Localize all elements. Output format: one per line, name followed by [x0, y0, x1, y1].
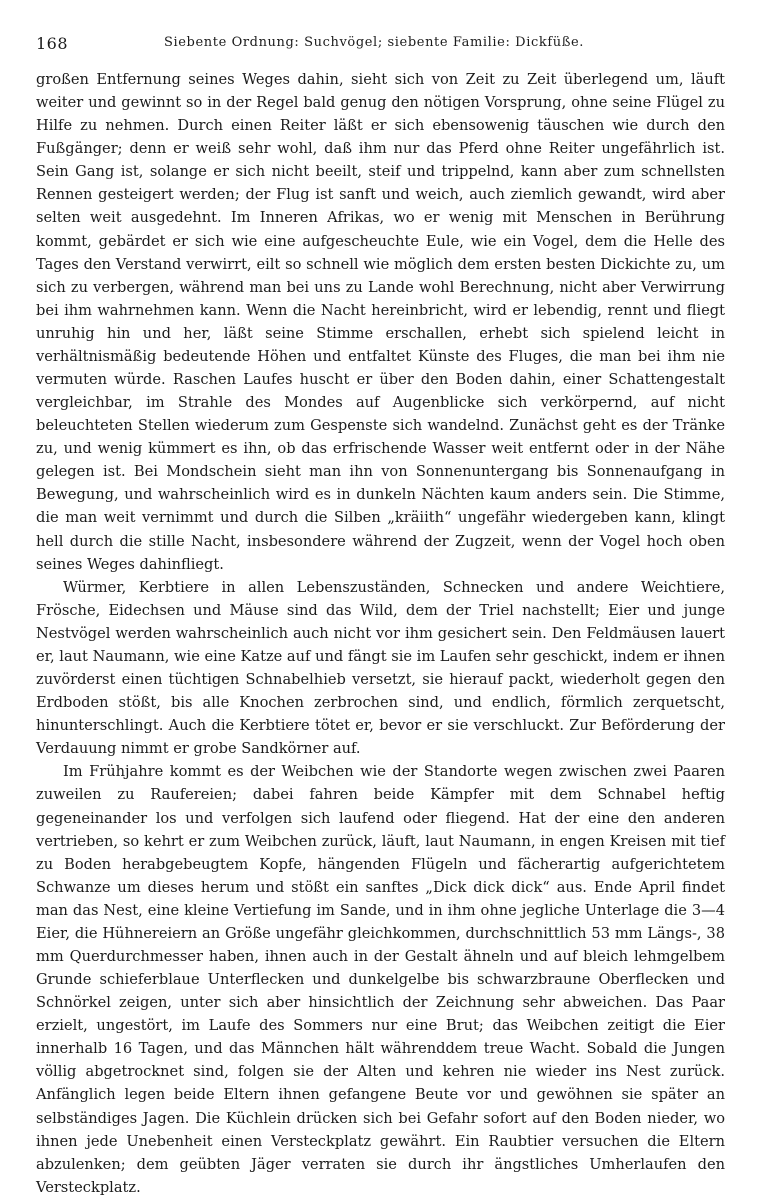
paragraph-breeding: Im Frühjahre kommt es der Weibchen wie der Standorte wegen zwischen zwei Paaren zuweilen zu Raufereien; dabei fahren beide Kämpfer mit dem Schnabel heftig gegeneinander los und verfolgen sich laufend oder fliegend. Hat der eine den anderen vertrieben, so kehrt er zum Weibchen zurück, läuft, laut Naumann, in engen Kreisen mit tief zu Boden herabgebeugtem Kopfe, hängenden Flügeln und fächerartig aufgerichtetem Schwanze um dieses herum und stößt ein sanftes „Dick dick dick“ aus. Ende April findet man das Nest, eine kleine Vertiefung im Sande, und in ihm ohne jegliche Unterlage die 3—4 Eier, die Hühnereiern an Größe ungefähr gleichkommen, durchschnittlich 53 mm Längs-, 38 mm Querdurchmesser haben, ihnen auch in der Gestalt ähneln und auf bleich lehmgelbem Grunde schieferblaue Unterflecken und dunkelgelbe bis schwarzbraune Oberflecken und Schnörkel zeigen, unter sich aber hinsichtlich der Zeichnung sehr abweichen. Das Paar erzielt, ungestört, im Laufe des Sommers nur eine Brut; das Weibchen zeitigt die Eier innerhalb 16 Tagen, und das Männchen hält währenddem treue Wacht. Sobald die Jungen völlig abgetrocknet sind, folgen sie der Alten und kehren nie wieder ins Nest zurück. Anfänglich legen beide Eltern ihnen gefangene Beute vor und gewöhnen sie später an selbständiges Jagen. Die Küchlein drücken sich bei Gefahr sofort auf den Boden nieder, wo ihnen jede Unebenheit einen Versteckplatz gewährt. Ein Raubtier versuchen die Eltern abzulenken; dem geübten Jäger verraten sie durch ihr ängstliches Umherlaufen den Versteckplatz.: [36, 763, 725, 1196]
body-text: [36, 68, 725, 1199]
page-number: 168: [36, 34, 69, 53]
running-head: [36, 34, 725, 60]
running-head-title: Siebente Ordnung: Suchvögel; siebente Familie: Dickfüße.: [164, 35, 585, 50]
paragraph-food: Würmer, Kerbtiere in allen Lebenszuständen, Schnecken und andere Weichtiere, Frösche, Eidechsen und Mäuse sind das Wild, dem der Triel nachstellt; Eier und junge Nestvögel werden wahrscheinlich auch nicht vor ihm gesichert sein. Den Feldmäusen lauert er, laut Naumann, wie eine Katze auf und fängt sie im Laufen sehr geschickt, indem er ihnen zuvörderst einen tüchtigen Schnabelhieb versetzt, sie hierauf packt, wiederholt gegen den Erdboden stößt, bis alle Knochen zerbrochen sind, und endlich, förmlich zerquetscht, hinunterschlingt. Auch die Kerbtiere tötet er, bevor er sie verschluckt. Zur Beförderung der Verdauung nimmt er grobe Sandkörner auf.: [36, 578, 725, 758]
paragraph-continuation: großen Entfernung seines Weges dahin, sieht sich von Zeit zu Zeit überlegend um, läuft weiter und gewinnt so in der Regel bald genug den nötigen Vorsprung, ohne seine Flügel zu Hilfe zu nehmen. Durch einen Reiter läßt er sich ebensowenig täuschen wie durch den Fußgänger; denn er weiß sehr wohl, daß ihm nur das Pferd ohne Reiter ungefährlich ist. Sein Gang ist, solange er sich nicht beeilt, steif und trippelnd, kann aber zum schnellsten Rennen gesteigert werden; der Flug ist sanft und weich, auch ziemlich gewandt, wird aber selten weit ausgedehnt. Im Inneren Afrikas, wo er wenig mit Menschen in Berührung kommt, gebärdet er sich wie eine aufgescheuchte Eule, wie ein Vogel, dem die Helle des Tages den Verstand verwirrt, eilt so schnell wie möglich dem ersten besten Dickichte zu, um sich zu verbergen, während man bei uns zu Lande wohl Berechnung, nicht aber Verwirrung bei ihm wahrnehmen kann. Wenn die Nacht hereinbricht, wird er lebendig, rennt und fliegt unruhig hin und her, läßt seine Stimme erschallen, erhebt sich spielend leicht in verhältnismäßig bedeutende Höhen und entfaltet Künste des Fluges, die man bei ihm nie vermuten würde. Raschen Laufes huscht er über den Boden dahin, einer Schattengestalt vergleichbar, im Strahle des Mondes auf Augenblicke sich verkörpernd, auf nicht beleuchteten Stellen wiederum zum Gespenste sich wandelnd. Zunächst geht es der Tränke zu, und wenig kümmert es ihn, ob das erfrischende Wasser weit entfernt oder in der Nähe gelegen ist. Bei Mondschein sieht man ihn von Sonnenuntergang bis Sonnenaufgang in Bewegung, und wahrscheinlich wird es in dunkeln Nächten kaum anders sein. Die Stimme, die man weit vernimmt und durch die Silben „kräiith“ ungefähr wiedergeben kann, klingt hell durch die stille Nacht, insbesondere während der Zugzeit, wenn der Vogel hoch oben seines Weges dahinfliegt.: [36, 71, 725, 573]
